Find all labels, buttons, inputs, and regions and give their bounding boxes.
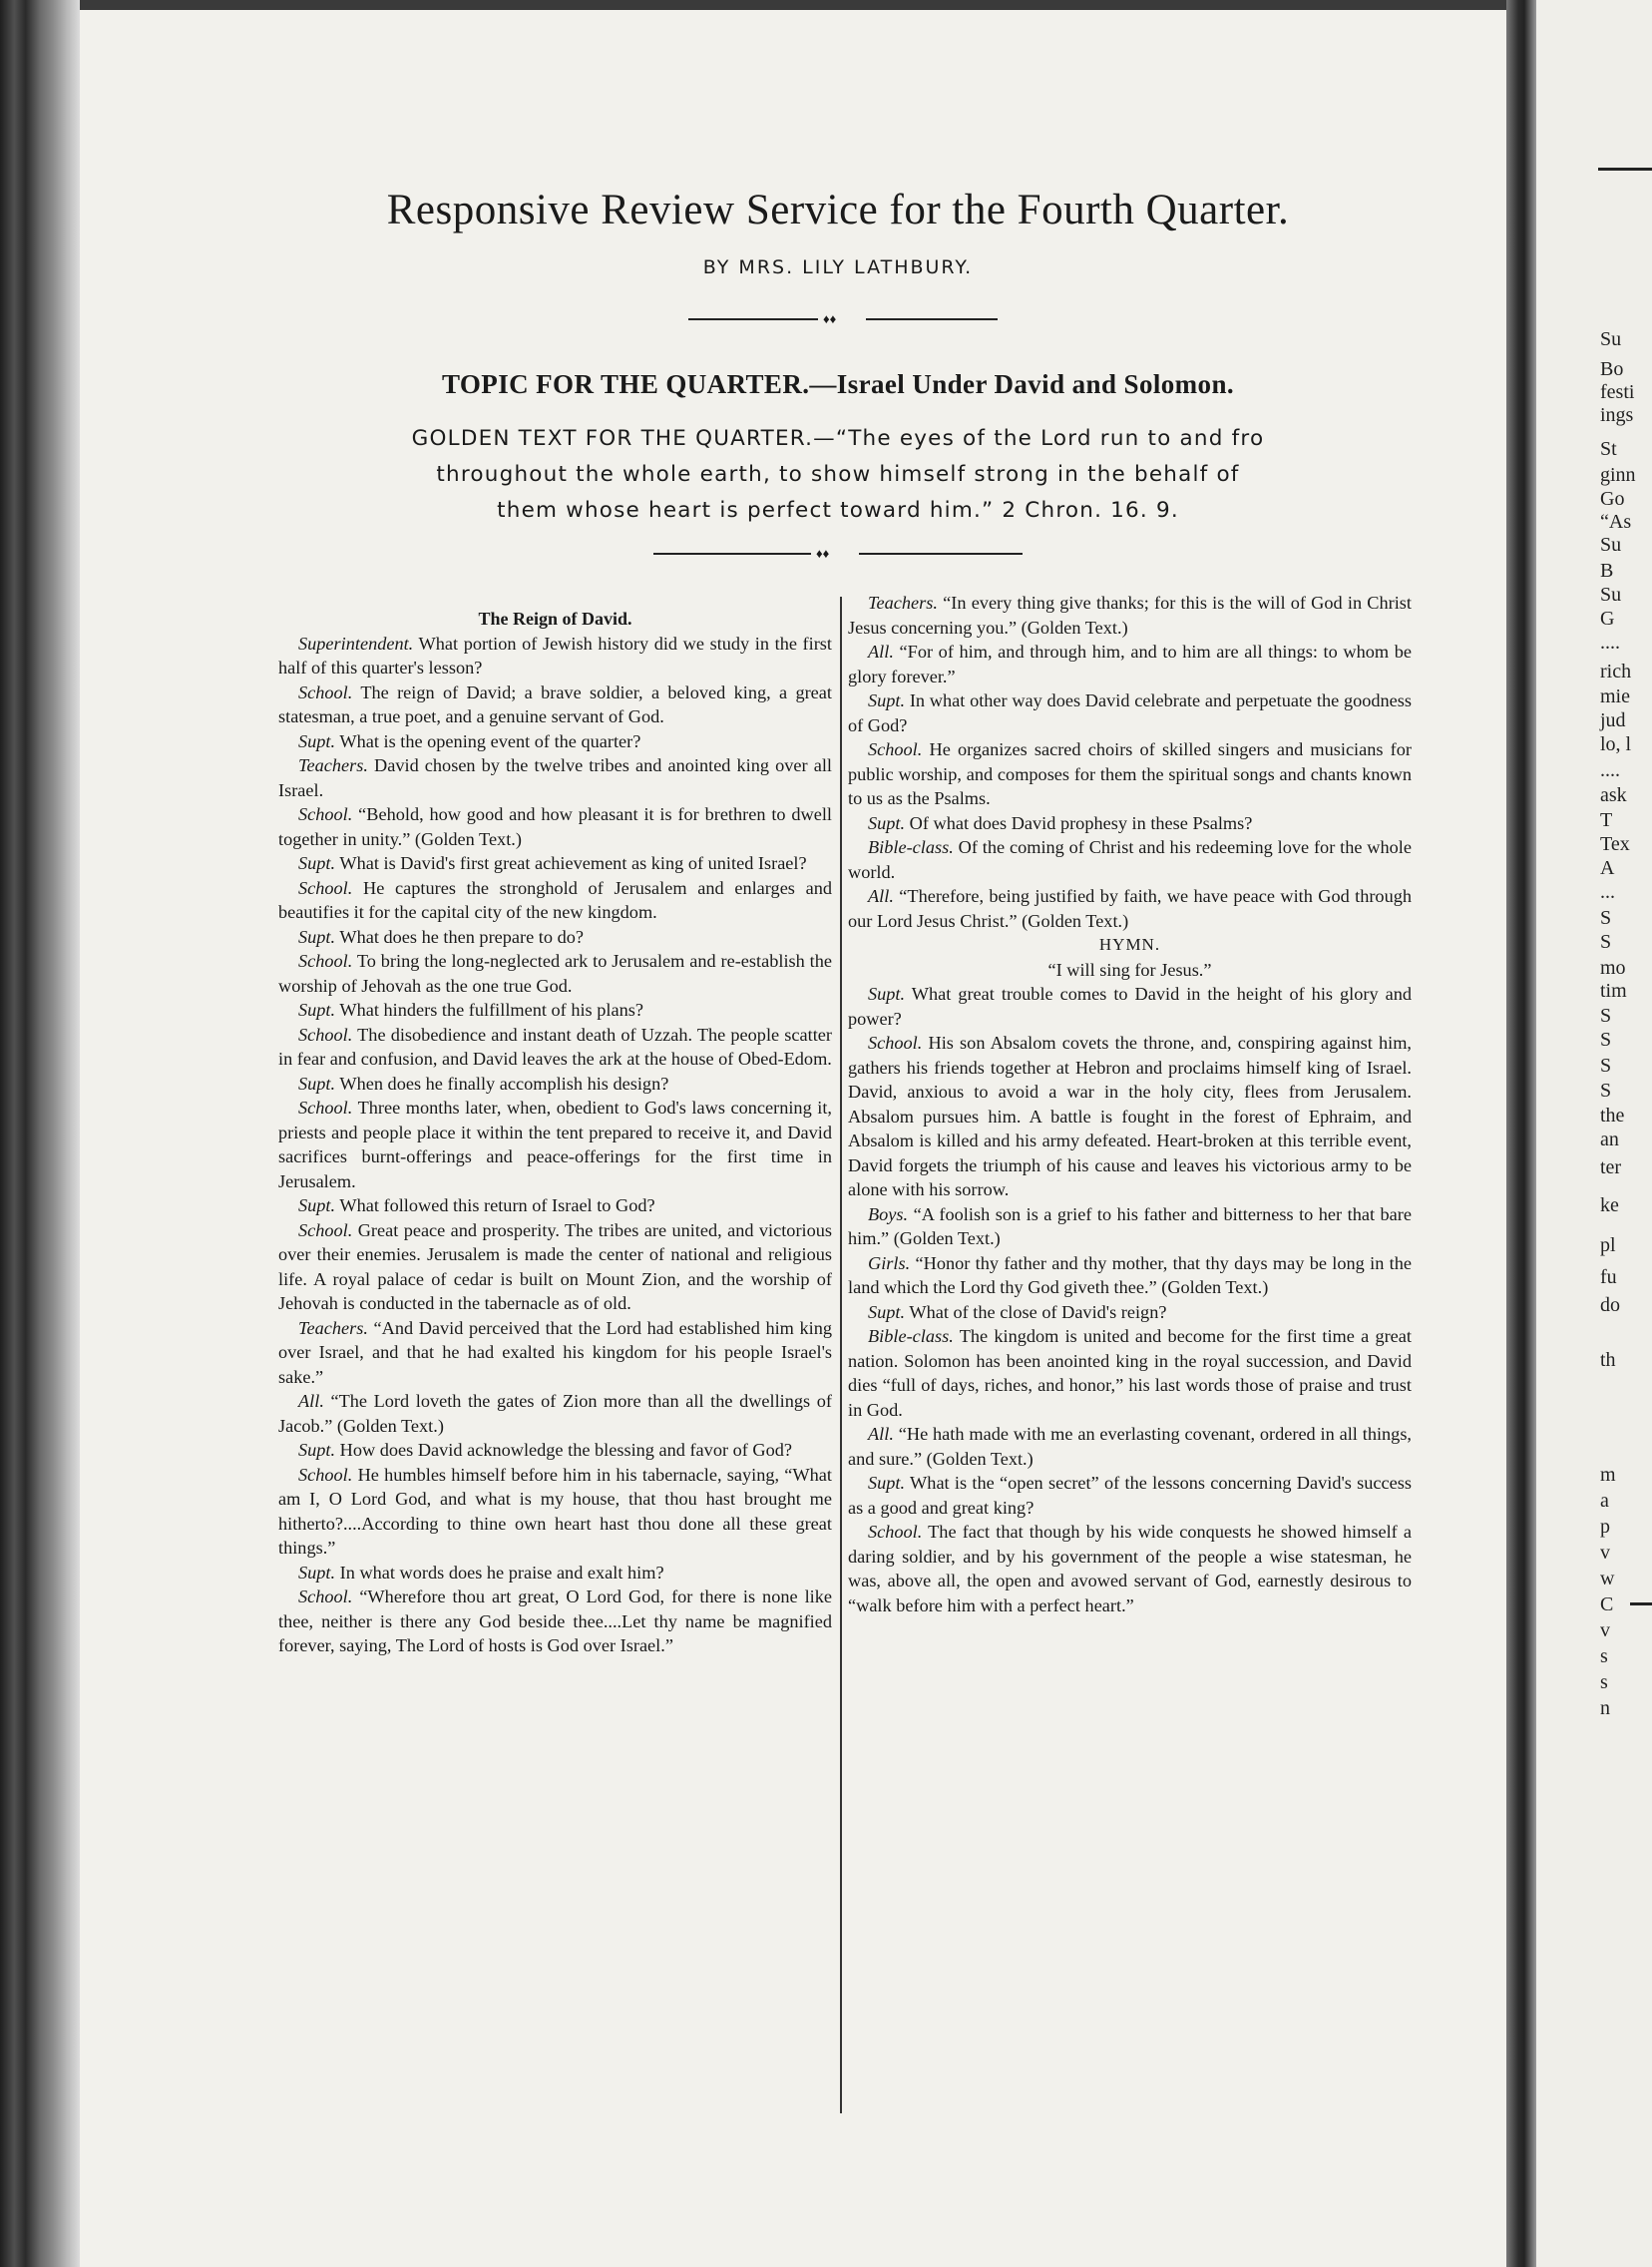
book-gutter bbox=[1506, 0, 1536, 2267]
dialogue-text: What does he then prepare to do? bbox=[339, 926, 584, 947]
dialogue-text: When does he finally accomplish his design? bbox=[339, 1073, 669, 1094]
dialogue-text: He captures the stronghold of Jerusalem and enlarges and beautifies it for the capital city of the new kingdom. bbox=[278, 877, 833, 922]
speaker-label: School. bbox=[868, 1033, 923, 1053]
dialogue-text: Three months later, when, obedient to God's laws concerning it, priests and people place it within the tent prepared to receive it, and David sacrifices burnt-offerings and peace-offerings for the first time in Jerusalem. bbox=[278, 1098, 832, 1191]
golden-text bbox=[274, 421, 1402, 529]
dialogue-text: David chosen by the twelve tribes and anointed king over all Israel. bbox=[278, 755, 832, 800]
diamond-ornament: ♦♦ bbox=[823, 311, 837, 326]
facing-page-fragment: St bbox=[1600, 438, 1617, 460]
facing-page-fragment: S bbox=[1600, 931, 1612, 953]
facing-page-fragment: jud bbox=[1600, 709, 1626, 731]
facing-page-fragment: ke bbox=[1600, 1194, 1619, 1216]
speaker-label: School. bbox=[298, 804, 353, 824]
facing-page-fragment: pl bbox=[1600, 1234, 1616, 1256]
facing-page-fragment: lo, l bbox=[1600, 733, 1632, 755]
dialogue-line bbox=[278, 1561, 832, 1586]
speaker-label: Bible-class. bbox=[868, 837, 954, 857]
facing-page-fragment: Su bbox=[1600, 534, 1622, 556]
facing-page-fragment: T bbox=[1600, 809, 1613, 831]
facing-page-fragment: th bbox=[1600, 1349, 1616, 1371]
book-binding bbox=[0, 0, 80, 2267]
dialogue-text: “Honor thy father and thy mother, that thy days may be long in the land which the Lord thy God giveth thee.” (Golden Text.) bbox=[848, 1252, 1412, 1297]
speaker-label: All. bbox=[298, 1391, 324, 1411]
right-page-rule bbox=[1630, 1602, 1652, 1605]
facing-page-fragment: ings bbox=[1600, 404, 1634, 426]
facing-page-fragment: n bbox=[1600, 1697, 1610, 1719]
dialogue-text: How does David acknowledge the blessing and favor of God? bbox=[339, 1440, 793, 1460]
facing-page-fragment: do bbox=[1600, 1294, 1620, 1316]
dialogue-text: “A foolish son is a grief to his father and bitterness to her that bare him.” (Golden Text.) bbox=[848, 1203, 1413, 1248]
speaker-label: Supt. bbox=[868, 1301, 906, 1322]
facing-page-fragment: s bbox=[1600, 1671, 1608, 1693]
speaker-label: Supt. bbox=[298, 1562, 336, 1583]
dialogue-text: In what words does he praise and exalt him? bbox=[339, 1562, 664, 1583]
facing-page-fragment: G bbox=[1600, 608, 1615, 630]
speaker-label: Boys. bbox=[868, 1203, 909, 1224]
dialogue-line bbox=[278, 753, 832, 802]
section-heading: The Reign of David. bbox=[478, 609, 632, 629]
facing-page-fragment: p bbox=[1600, 1516, 1610, 1538]
dialogue-line bbox=[848, 1251, 1412, 1300]
right-page-rule bbox=[1598, 168, 1652, 171]
speaker-label: Supt. bbox=[868, 690, 906, 710]
facing-page-fragment: s bbox=[1600, 1645, 1608, 1667]
facing-page-fragment: mo bbox=[1600, 957, 1626, 979]
dialogue-text: What of the close of David's reign? bbox=[909, 1301, 1167, 1322]
dialogue-line bbox=[848, 591, 1412, 640]
dialogue-text: “Wherefore thou art great, O Lord God, for there is none like thee, neither is there any God beside thee....Let thy name be magnified forever, saying, The Lord of hosts is God over Israel.” bbox=[278, 1587, 832, 1655]
dialogue-line bbox=[848, 640, 1412, 688]
facing-page-fragment: .... bbox=[1600, 632, 1620, 654]
facing-page-fragment: S bbox=[1600, 1005, 1612, 1027]
facing-page-fragment: fu bbox=[1600, 1266, 1617, 1288]
dialogue-line bbox=[278, 1316, 832, 1390]
facing-page-fragment: Tex bbox=[1600, 833, 1630, 855]
speaker-label: School. bbox=[298, 1219, 353, 1240]
facing-page-fragment: ginn bbox=[1600, 464, 1636, 486]
speaker-label: Supt. bbox=[298, 1000, 336, 1020]
facing-page-fragment: S bbox=[1600, 1029, 1612, 1051]
hymn-label: HYMN. bbox=[1098, 935, 1161, 954]
dialogue-text: “Behold, how good and how pleasant it is for brethren to dwell together in unity.” (Golden Text.) bbox=[278, 804, 832, 849]
dialogue-line bbox=[278, 1096, 832, 1193]
dialogue-line bbox=[278, 876, 832, 925]
dialogue-line bbox=[278, 1218, 832, 1316]
facing-page-fragment: a bbox=[1600, 1490, 1609, 1512]
dialogue-text: What is the opening event of the quarter? bbox=[339, 730, 641, 751]
dialogue-text: What is the “open secret” of the lessons concerning David's success as a good and great king? bbox=[848, 1473, 1412, 1518]
right-page-edge bbox=[1536, 0, 1652, 2267]
dialogue-line bbox=[278, 632, 832, 680]
dialogue-line bbox=[848, 835, 1412, 884]
dialogue-line bbox=[278, 998, 832, 1023]
dialogue-line bbox=[848, 1520, 1412, 1617]
facing-page-fragment: A bbox=[1600, 857, 1615, 879]
speaker-label: Teachers. bbox=[298, 1317, 368, 1338]
dialogue-line bbox=[278, 680, 832, 729]
speaker-label: School. bbox=[298, 1587, 353, 1606]
page-title: Responsive Review Service for the Fourth Quarter. bbox=[386, 187, 1290, 233]
dialogue-text: Of what does David prophesy in these Psalms? bbox=[909, 812, 1253, 833]
dialogue-text: He humbles himself before him in his tabernacle, saying, “What am I, O Lord God, and what is my house, that thou hast brought me hitherto?....According to thine own heart hast thou done all these great things.” bbox=[278, 1464, 832, 1558]
dialogue-line bbox=[278, 1193, 832, 1218]
facing-page-fragment: Bo bbox=[1600, 358, 1624, 380]
dialogue-line bbox=[848, 884, 1412, 933]
facing-page-fragment: ter bbox=[1600, 1156, 1622, 1178]
speaker-label: Supt. bbox=[298, 1440, 336, 1460]
topic-heading: TOPIC FOR THE QUARTER.—Israel Under David and Solomon. bbox=[441, 369, 1235, 399]
golden-text-line: them whose heart is perfect toward him.” 2 Chron. 16. 9. bbox=[497, 498, 1179, 523]
speaker-label: School. bbox=[298, 1098, 353, 1118]
facing-page-fragment: ask bbox=[1600, 784, 1627, 806]
facing-page-fragment: an bbox=[1600, 1129, 1619, 1150]
speaker-label: Supt. bbox=[868, 1473, 906, 1493]
dialogue-line bbox=[278, 1438, 832, 1463]
speaker-label: Bible-class. bbox=[868, 1326, 954, 1346]
speaker-label: Supt. bbox=[298, 1073, 336, 1094]
dialogue-text: What great trouble comes to David in the height of his glory and power? bbox=[848, 984, 1412, 1029]
byline: BY MRS. LILY LATHBURY. bbox=[702, 256, 974, 278]
speaker-label: School. bbox=[298, 951, 353, 971]
dialogue-text: Of the coming of Christ and his redeeming love for the whole world. bbox=[848, 837, 1412, 882]
speaker-label: All. bbox=[868, 1424, 894, 1444]
facing-page-fragment: ... bbox=[1600, 881, 1615, 903]
dialogue-text: The kingdom is united and become for the first time a great nation. Solomon has been anointed king in the royal succession, and David dies “full of days, riches, and honor,” his last words those of praise and trust in God. bbox=[848, 1326, 1412, 1420]
dialogue-text: He organizes sacred choirs of skilled singers and musicians for public worship, and composes for them the spiritual songs and chants known to us as the Psalms. bbox=[848, 739, 1412, 808]
speaker-label: Supt. bbox=[868, 984, 906, 1004]
hymn-title: “I will sing for Jesus.” bbox=[1047, 959, 1212, 980]
facing-page-fragment: S bbox=[1600, 907, 1612, 929]
facing-page-fragment: v bbox=[1600, 1542, 1610, 1564]
speaker-label: Supt. bbox=[868, 812, 906, 833]
dialogue-line bbox=[278, 1389, 832, 1438]
dialogue-line bbox=[278, 1072, 832, 1097]
speaker-label: School. bbox=[298, 877, 353, 898]
left-column bbox=[278, 607, 832, 1658]
ornament-rule bbox=[688, 309, 998, 329]
facing-page-fragment: S bbox=[1600, 1080, 1612, 1102]
dialogue-text: “And David perceived that the Lord had established him king over Israel, and that he had exalted his kingdom for his people Israel's sake.” bbox=[278, 1317, 832, 1387]
dialogue-line bbox=[278, 729, 832, 754]
dialogue-text: Great peace and prosperity. The tribes are united, and victorious over their enemies. Jerusalem is made the center of national and religious life. A royal palace of cedar is built on Mount Zion, and the worship of Jehovah is conducted in the tabernacle as of old. bbox=[278, 1219, 833, 1313]
column-divider bbox=[840, 597, 842, 2113]
speaker-label: All. bbox=[868, 886, 894, 906]
facing-page-fragment: “As bbox=[1600, 511, 1632, 533]
facing-page-fragment: B bbox=[1600, 560, 1614, 582]
dialogue-line bbox=[278, 949, 832, 998]
facing-page-fragment: tim bbox=[1600, 980, 1627, 1002]
dialogue-text: To bring the long-neglected ark to Jerusalem and re-establish the worship of Jehovah as the one true God. bbox=[278, 951, 832, 996]
dialogue-text: “The Lord loveth the gates of Zion more than all the dwellings of Jacob.” (Golden Text.) bbox=[278, 1391, 832, 1436]
speaker-label: Supt. bbox=[298, 730, 336, 751]
left-entries bbox=[278, 632, 832, 1658]
dialogue-line bbox=[848, 1471, 1412, 1520]
speaker-label: School. bbox=[298, 1464, 353, 1485]
dialogue-text: What followed this return of Israel to God? bbox=[339, 1195, 655, 1215]
diamond-ornament: ♦♦ bbox=[816, 546, 830, 561]
dialogue-line bbox=[848, 1324, 1412, 1422]
golden-text-line: GOLDEN TEXT FOR THE QUARTER.—“The eyes of the Lord run to and fro bbox=[411, 426, 1265, 451]
speaker-label: Girls. bbox=[868, 1252, 911, 1273]
speaker-label: Supt. bbox=[298, 926, 336, 947]
dialogue-line bbox=[278, 851, 832, 876]
right-column bbox=[848, 591, 1412, 1617]
dialogue-line bbox=[848, 737, 1412, 811]
dialogue-text: What portion of Jewish history did we study in the first half of this quarter's lesson? bbox=[278, 633, 832, 678]
facing-page-fragment: .... bbox=[1600, 759, 1620, 781]
dialogue-line bbox=[278, 1463, 832, 1561]
dialogue-line bbox=[848, 811, 1412, 836]
dialogue-text: “He hath made with me an everlasting covenant, ordered in all things, and sure.” (Golden Text.) bbox=[848, 1424, 1412, 1469]
dialogue-line bbox=[848, 982, 1412, 1031]
dialogue-text: “In every thing give thanks; for this is the will of God in Christ Jesus concerning you.” (Golden Text.) bbox=[848, 593, 1412, 638]
facing-page-fragment: v bbox=[1600, 1619, 1610, 1641]
facing-page-fragment: Su bbox=[1600, 584, 1622, 606]
dialogue-text: The reign of David; a brave soldier, a beloved king, a great statesman, a true poet, and a genuine servant of God. bbox=[278, 681, 832, 726]
dialogue-text: “Therefore, being justified by faith, we have peace with God through our Lord Jesus Christ.” (Golden Text.) bbox=[848, 886, 1412, 931]
speaker-label: Teachers. bbox=[868, 593, 938, 613]
facing-page-fragment: Su bbox=[1600, 328, 1622, 350]
dialogue-line bbox=[848, 1300, 1412, 1325]
dialogue-text: What is David's first great achievement as king of united Israel? bbox=[339, 853, 807, 873]
facing-page-fragment: Go bbox=[1600, 488, 1625, 510]
speaker-label: School. bbox=[298, 681, 353, 702]
dialogue-line bbox=[278, 802, 832, 851]
dialogue-line bbox=[278, 925, 832, 950]
speaker-label: School. bbox=[868, 739, 923, 759]
dialogue-line bbox=[848, 1202, 1412, 1251]
golden-text-line: throughout the whole earth, to show himself strong in the behalf of bbox=[436, 462, 1240, 487]
ornament-rule bbox=[653, 544, 1023, 564]
dialogue-text: What hinders the fulfillment of his plans? bbox=[339, 1000, 643, 1020]
speaker-label: Superintendent. bbox=[298, 633, 414, 654]
dialogue-line bbox=[848, 688, 1412, 737]
dialogue-line bbox=[848, 1422, 1412, 1471]
speaker-label: Supt. bbox=[298, 1195, 336, 1215]
right-entries-top bbox=[848, 591, 1412, 933]
dialogue-line bbox=[278, 1023, 832, 1072]
dialogue-text: The disobedience and instant death of Uzzah. The people scatter in fear and confusion, and David leaves the ark at the house of Obed-Edom. bbox=[278, 1024, 832, 1069]
dialogue-line bbox=[848, 1031, 1412, 1202]
speaker-label: School. bbox=[298, 1024, 353, 1045]
dialogue-text: In what other way does David celebrate and perpetuate the goodness of God? bbox=[848, 690, 1413, 735]
speaker-label: Teachers. bbox=[298, 755, 368, 775]
facing-page-fragment: C bbox=[1600, 1593, 1614, 1615]
speaker-label: School. bbox=[868, 1522, 923, 1542]
facing-page-fragment: the bbox=[1600, 1105, 1625, 1127]
dialogue-line bbox=[278, 1585, 832, 1658]
speaker-label: Supt. bbox=[298, 853, 336, 873]
dialogue-text: The fact that though by his wide conquests he showed himself a daring soldier, and by his government of the people a wise statesman, he was, above all, the open and avowed servant of God, earnestly desirous to “walk before him with a perfect heart.” bbox=[848, 1522, 1412, 1615]
right-entries-bottom bbox=[848, 982, 1412, 1617]
facing-page-fragment: m bbox=[1600, 1464, 1616, 1486]
facing-page-fragment: S bbox=[1600, 1055, 1612, 1077]
facing-page-fragment: rich bbox=[1600, 661, 1632, 682]
dialogue-text: “For of him, and through him, and to him are all things: to whom be glory forever.” bbox=[848, 642, 1412, 686]
dialogue-text: His son Absalom covets the throne, and, conspiring against him, gathers his friends together at Hebron and proclaims himself king of Israel. David, anxious to avoid a war in the holy city, flees from Jerusalem. Absalom pursues him. A battle is fought in the forest of Ephraim, and Absalom is killed and his army defeated. Heart-broken at this terrible event, David forgets the triumph of his cause and leaves his victorious army to be alone with his sorrow. bbox=[848, 1033, 1413, 1199]
facing-page-fragment: mie bbox=[1600, 685, 1630, 707]
facing-page-fragment: festi bbox=[1600, 381, 1635, 403]
facing-page-fragment: w bbox=[1600, 1568, 1615, 1589]
speaker-label: All. bbox=[868, 642, 894, 662]
